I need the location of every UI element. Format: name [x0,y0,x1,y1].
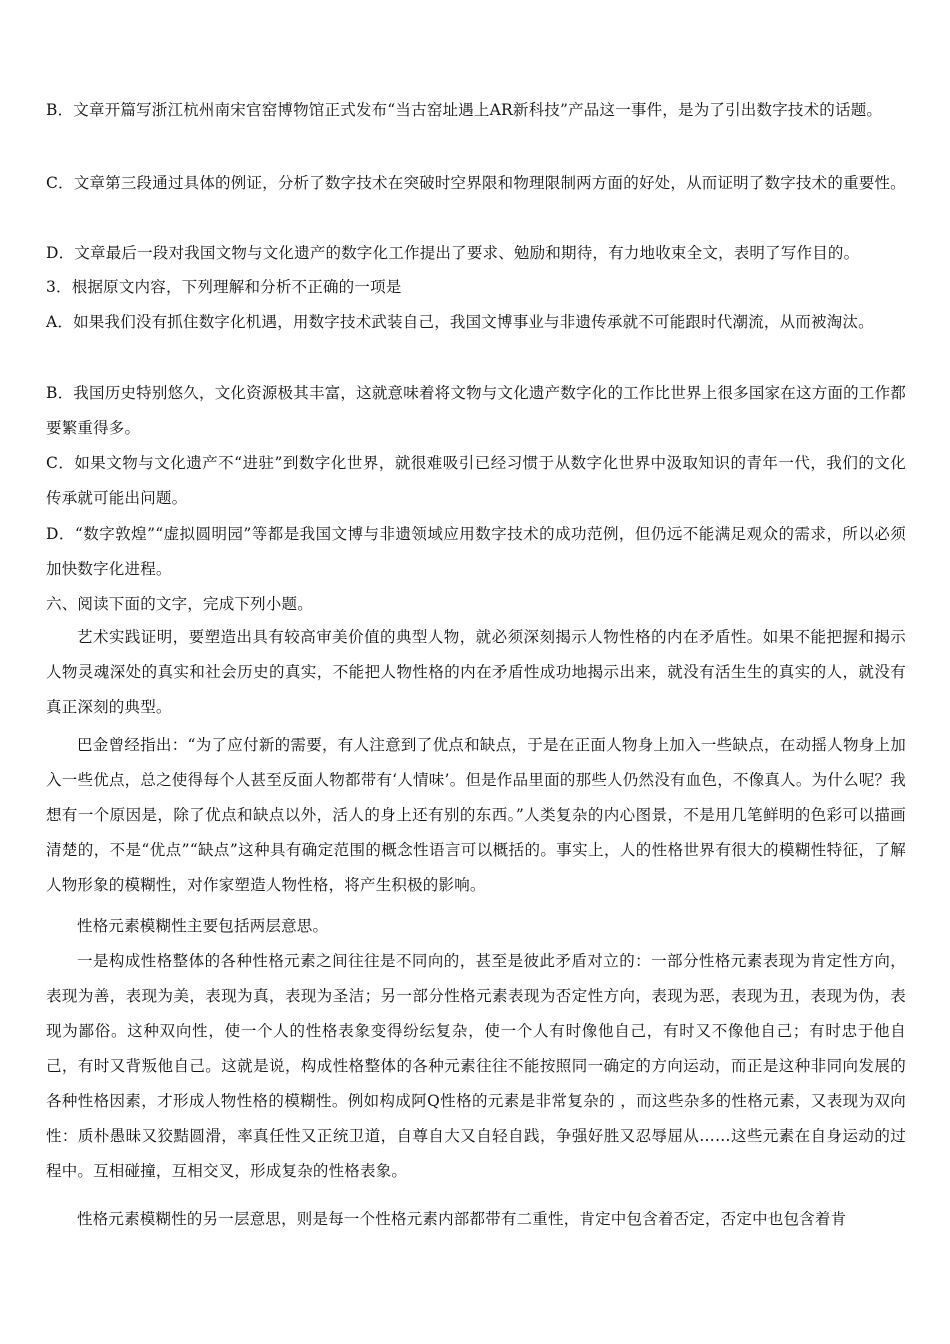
option-d-q3: D．“数字敦煌”“虚拟圆明园”等都是我国文博与非遗领域应用数字技术的成功范例，但仍远不能满足观众的需求，所以必须加快数字化进程。 [46,525,906,578]
option-d-q2: D．文章最后一段对我国文物与文化遗产的数字化工作提出了要求、勉励和期待，有力地收束全文，表明了写作目的。 [46,244,860,262]
article-paragraph-1: 艺术实践证明，要塑造出具有较高审美价值的典型人物，就必须深刻揭示人物性格的内在矛盾性。如果不能把握和揭示人物灵魂深处的真实和社会历史的真实，不能把人物性格的内在矛盾性成功地揭示出来，就没有活生生的真实的人，就没有真正深刻的典型。 [46,628,906,716]
question-3: 3．根据原文内容，下列理解和分析不正确的一项是 [46,278,402,296]
article-paragraph-3: 性格元素模糊性主要包括两层意思。 [77,917,329,935]
section-6-heading: 六、阅读下面的文字，完成下列小题。 [46,595,313,613]
article-paragraph-4: 一是构成性格整体的各种性格元素之间往往是不同向的，甚至是彼此矛盾对立的：一部分性格元素表现为肯定性方向，表现为善，表现为美，表现为真，表现为圣洁；另一部分性格元素表现为否定性方向，表现为恶，表现为丑，表现为伪，表现为鄙俗。这种双向性，使一个人的性格表象变得纷纭复杂，使一个人有时像他自己，有时又不像他自己；有时忠于他自己，有时又背叛他自己。这就是说，构成性格整体的各种元素往往不能按照同一确定的方向运动，而正是这种非同向发展的各种性格因素，才形成人物性格的模糊性。例如构成阿Q性格的元素是非常复杂的 ，而这些杂多的性格元素，又表现为双向性：质朴愚昧又狡黠圆滑，率真任性又正统卫道，自尊自大又自轻自践，争强好胜又忍辱屈从……这些元素在自身运动的过程中。互相碰撞，互相交叉，形成复杂的性格表象。 [46,952,906,1180]
option-b-q3: B．我国历史特别悠久，文化资源极其丰富，这就意味着将文物与文化遗产数字化的工作比世界上很多国家在这方面的工作都要繁重得多。 [46,384,906,437]
option-c-q2: C．文章第三段通过具体的例证，分析了数字技术在突破时空界限和物理限制两方面的好处，从而证明了数字技术的重要性。 [46,174,906,192]
option-a-q3: A．如果我们没有抓住数字化机遇，用数字技术武装自己，我国文博事业与非遗传承就不可能跟时代潮流，从而被淘汰。 [46,313,874,331]
article-paragraph-2: 巴金曾经指出：“为了应付新的需要，有人注意到了优点和缺点，于是在正面人物身上加入一些缺点，在动摇人物身上加入一些优点，总之使得每个人甚至反面人物都带有‘人情味’。但是作品里面的那些人仍然没有血色，不像真人。为什么呢？我想有一个原因是，除了优点和缺点以外，活人的身上还有别的东西。”人类复杂的内心图景，不是用几笔鲜明的色彩可以描画清楚的，不是“优点”“缺点”这种具有确定范围的概念性语言可以概括的。事实上，人的性格世界有很大的模糊性特征，了解人物形象的模糊性，对作家塑造人物性格，将产生积极的影响。 [46,736,906,894]
option-b-q2: B．文章开篇写浙江杭州南宋官窑博物馆正式发布“当古窑址遇上AR新科技”产品这一事件，是为了引出数字技术的话题。 [46,101,883,119]
option-c-q3: C．如果文物与文化遗产不“进驻”到数字化世界，就很难吸引已经习惯于从数字化世界中汲取知识的青年一代，我们的文化传承就可能出问题。 [46,454,906,507]
article-paragraph-5: 性格元素模糊性的另一层意思，则是每一个性格元素内部都带有二重性，肯定中包含着否定，否定中也包含着肯 [77,1210,847,1228]
